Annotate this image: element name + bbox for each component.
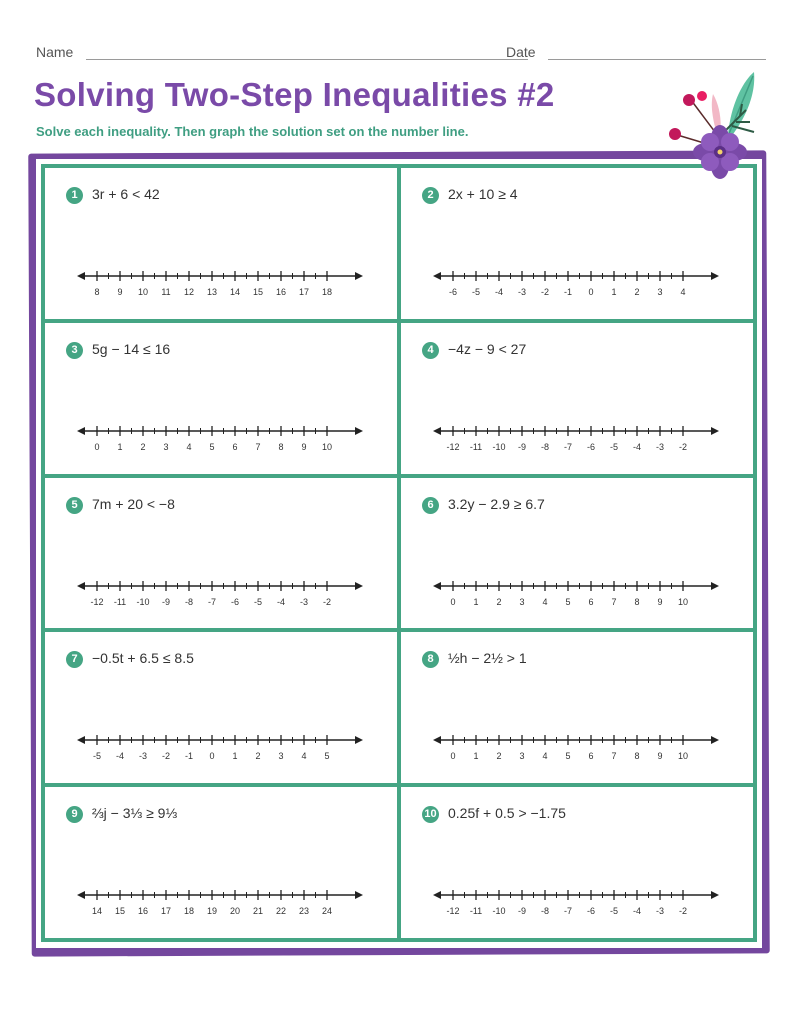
tick-label: -4 [632,906,642,917]
problem-number-badge: 4 [422,342,439,359]
problem-cell [401,478,753,629]
worksheet-title: Solving Two-Step Inequalities #2 [34,76,555,113]
instructions: Solve each inequality. Then graph the solution set on the number line. [36,124,469,139]
tick-label: -4 [494,287,504,297]
tick-label: 5 [565,596,571,607]
tick-label: 8 [278,441,284,452]
number-line-graph[interactable] [431,730,721,766]
tick-label: 1 [232,751,238,762]
tick-label: 2 [255,751,261,762]
tick-label: 2 [140,441,146,452]
problem-grid [41,164,757,942]
tick-label: -12 [90,596,104,607]
problem-cell [45,478,397,629]
tick-label: 15 [114,906,126,917]
problem-cell [45,168,397,319]
tick-label: -11 [469,441,483,452]
tick-label: 4 [542,596,548,607]
tick-label: 2 [634,287,640,297]
tick-label: 18 [183,906,195,917]
number-line[interactable] [431,266,721,302]
tick-label: 6 [588,751,594,762]
tick-label: -1 [184,751,194,762]
tick-label: -3 [655,441,665,452]
inequality-text: ⅔j − 3⅓ ≥ 9⅓ [92,805,178,822]
left-arrow-icon [77,427,85,435]
number-line[interactable] [75,730,365,766]
tick-label: -9 [517,441,527,452]
problem-cell [45,787,397,938]
tick-label: 10 [321,441,333,452]
right-arrow-icon [355,272,363,280]
number-line[interactable] [75,576,365,612]
tick-label: -10 [492,441,506,452]
number-line-graph[interactable] [75,421,365,457]
tick-label: 3 [163,441,169,452]
tick-label: 6 [232,441,238,452]
tick-label: 2 [496,596,502,607]
tick-label: 1 [117,441,123,452]
problem-number-badge: 7 [66,651,83,668]
tick-label: -5 [92,751,102,762]
tick-label: 3 [519,596,525,607]
problem-number-badge: 9 [66,806,83,823]
left-arrow-icon [433,891,441,899]
tick-label: 5 [209,441,215,452]
tick-label: -2 [678,906,688,917]
inequality-text: 3.2y − 2.9 ≥ 6.7 [448,495,545,512]
problem-cell [401,323,753,474]
tick-label: 7 [255,441,261,452]
tick-label: -5 [609,906,619,917]
tick-label: 0 [450,596,456,607]
tick-label: -9 [161,596,171,607]
number-line[interactable] [75,266,365,302]
number-line[interactable] [431,730,721,766]
tick-label: 16 [275,287,287,297]
right-arrow-icon [711,427,719,435]
problem-number-badge: 2 [422,187,439,204]
tick-label: 17 [298,287,310,297]
tick-label: 3 [278,751,284,762]
right-arrow-icon [711,736,719,744]
tick-label: 13 [206,287,218,297]
problem-cell [401,632,753,783]
problem-number-badge: 8 [422,651,439,668]
tick-label: -4 [276,596,286,607]
left-arrow-icon [433,272,441,280]
name-date-row [36,44,766,64]
tick-label: 1 [473,751,479,762]
flower-decoration-icon [658,66,768,184]
tick-label: -4 [115,751,125,762]
tick-label: 5 [324,751,330,762]
tick-label: 1 [473,596,479,607]
tick-label: 18 [321,287,333,297]
tick-label: -6 [448,287,458,297]
tick-label: 22 [275,906,287,917]
tick-label: -6 [230,596,240,607]
tick-label: -8 [184,596,194,607]
tick-label: -3 [138,751,148,762]
tick-label: 9 [117,287,123,297]
inequality-text: −4z − 9 < 27 [448,340,527,357]
name-field[interactable] [86,59,528,60]
left-arrow-icon [77,736,85,744]
tick-label: -2 [540,287,550,297]
tick-label: -3 [517,287,527,297]
tick-label: 15 [252,287,264,297]
right-arrow-icon [711,891,719,899]
number-line-graph[interactable] [75,730,365,766]
left-arrow-icon [433,582,441,590]
tick-label: -3 [299,596,309,607]
tick-label: -8 [540,441,550,452]
left-arrow-icon [433,736,441,744]
number-line-graph[interactable] [431,885,721,921]
tick-label: -2 [161,751,171,762]
tick-label: 4 [680,287,686,297]
tick-label: 12 [183,287,195,297]
right-arrow-icon [355,427,363,435]
tick-label: -7 [563,906,573,917]
tick-label: 8 [634,751,640,762]
problem-number-badge: 5 [66,497,83,514]
number-line-graph[interactable] [75,885,365,921]
tick-label: 7 [611,596,617,607]
tick-label: 2 [496,751,502,762]
tick-label: 19 [206,906,218,917]
tick-label: 4 [186,441,192,452]
tick-label: -4 [632,441,642,452]
problem-cell [45,323,397,474]
tick-label: -7 [563,441,573,452]
tick-label: 10 [137,287,149,297]
number-line-graph[interactable] [431,266,721,302]
date-label: Date [506,44,536,60]
tick-label: 14 [229,287,241,297]
tick-label: 5 [565,751,571,762]
tick-label: 0 [450,751,456,762]
name-label: Name [36,44,74,60]
tick-label: 1 [611,287,617,297]
tick-label: 4 [542,751,548,762]
date-field[interactable] [548,59,766,60]
tick-label: -2 [678,441,688,452]
tick-label: -10 [492,906,506,917]
number-line[interactable] [75,885,365,921]
inequality-text: 3r + 6 < 42 [92,186,160,202]
tick-label: -10 [136,596,150,607]
tick-label: 3 [519,751,525,762]
left-arrow-icon [77,582,85,590]
right-arrow-icon [711,582,719,590]
tick-label: 10 [677,596,689,607]
tick-label: 23 [298,906,310,917]
tick-label: -11 [469,906,483,917]
tick-label: 4 [301,751,307,762]
problem-number-badge: 10 [422,806,439,823]
tick-label: 9 [657,596,663,607]
tick-label: 7 [611,751,617,762]
tick-label: -9 [517,906,527,917]
tick-label: -7 [207,596,217,607]
inequality-text: −0.5t + 6.5 ≤ 8.5 [92,650,194,667]
number-line-graph[interactable] [75,576,365,612]
tick-label: 24 [321,906,333,917]
tick-label: -12 [446,906,460,917]
number-line[interactable] [431,885,721,921]
right-arrow-icon [355,891,363,899]
tick-label: 9 [657,751,663,762]
left-arrow-icon [77,272,85,280]
tick-label: 17 [160,906,172,917]
tick-label: -12 [446,441,460,452]
tick-label: 16 [137,906,149,917]
number-line-graph[interactable] [431,576,721,612]
left-arrow-icon [433,427,441,435]
right-arrow-icon [355,736,363,744]
inequality-text: 0.25f + 0.5 > −1.75 [448,805,566,822]
tick-label: 0 [94,441,100,452]
tick-label: -5 [609,441,619,452]
number-line-graph[interactable] [431,421,721,457]
problem-number-badge: 1 [66,187,83,204]
inequality-text: ½h − 2½ > 1 [448,650,527,667]
number-line[interactable] [75,421,365,457]
tick-label: 9 [301,441,307,452]
tick-label: 3 [657,287,663,297]
tick-label: -3 [655,906,665,917]
right-arrow-icon [355,582,363,590]
tick-label: -5 [471,287,481,297]
problem-cell [401,168,753,319]
tick-label: 10 [677,751,689,762]
tick-label: 11 [161,287,171,297]
problem-cell [401,787,753,938]
number-line-graph[interactable] [75,266,365,302]
tick-label: 20 [229,906,241,917]
tick-label: -6 [586,441,596,452]
tick-label: 6 [588,596,594,607]
number-line[interactable] [431,576,721,612]
tick-label: -5 [253,596,263,607]
tick-label: -6 [586,906,596,917]
tick-label: 21 [252,906,264,917]
tick-label: -2 [322,596,332,607]
tick-label: 14 [91,906,103,917]
tick-label: -1 [563,287,573,297]
tick-label: -11 [113,596,127,607]
tick-label: 0 [588,287,594,297]
right-arrow-icon [711,272,719,280]
inequality-text: 2x + 10 ≥ 4 [448,186,518,202]
number-line[interactable] [431,421,721,457]
problem-cell [45,632,397,783]
inequality-text: 7m + 20 < −8 [92,495,175,512]
left-arrow-icon [77,891,85,899]
problem-number-badge: 3 [66,342,83,359]
tick-label: 8 [94,287,100,297]
tick-label: -8 [540,906,550,917]
problem-number-badge: 6 [422,497,439,514]
tick-label: 8 [634,596,640,607]
inequality-text: 5g − 14 ≤ 16 [92,340,171,357]
tick-label: 0 [209,751,215,762]
